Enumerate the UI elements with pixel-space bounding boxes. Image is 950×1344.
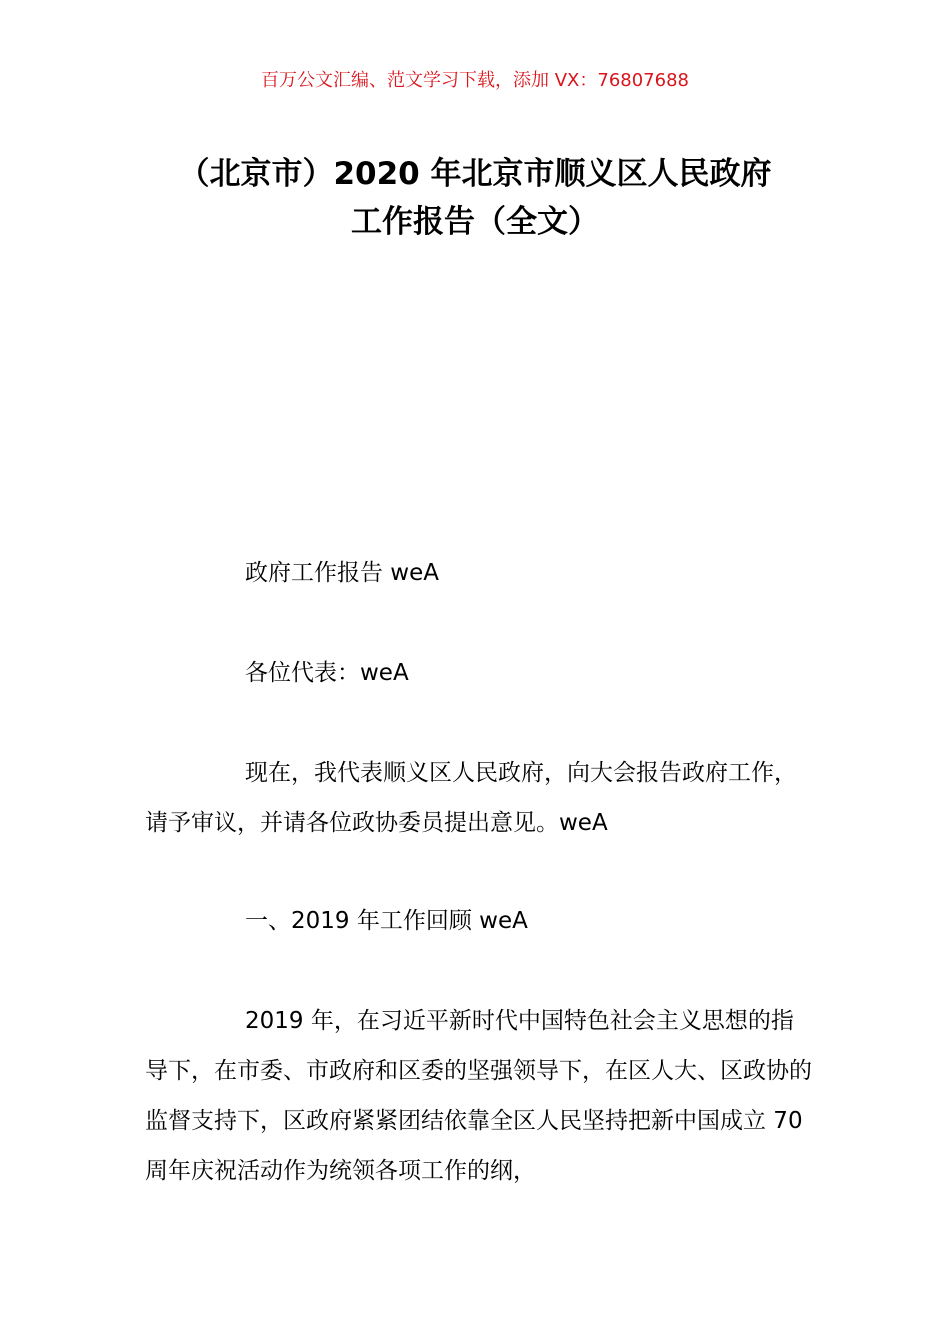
paragraph-review: 2019 年，在习近平新时代中国特色社会主义思想的指导下，在市委、市政府和区委的坚强领导下，在区人大、区政协的监督支持下，区政府紧紧团结依靠全区人民坚持把新中国成立 70 周年庆祝活动作为统领各项工作的纲， <box>145 1008 812 1184</box>
paragraph-intro: 现在，我代表顺义区人民政府，向大会报告政府工作，请予审议，并请各位政协委员提出意见。weA <box>145 760 797 836</box>
title-line-1: （北京市）2020 年北京市顺义区人民政府 <box>178 156 772 192</box>
header-banner: 百万公文汇编、范文学习下载，添加 VX：76807688 <box>261 70 689 91</box>
section-heading: 一、2019 年工作回顾 weA <box>245 908 528 934</box>
paragraph-salutation: 各位代表：weA <box>245 660 409 686</box>
page-title <box>100 150 850 246</box>
paragraph-heading: 政府工作报告 weA <box>245 560 440 586</box>
title-line-2: 工作报告（全文） <box>351 204 599 240</box>
